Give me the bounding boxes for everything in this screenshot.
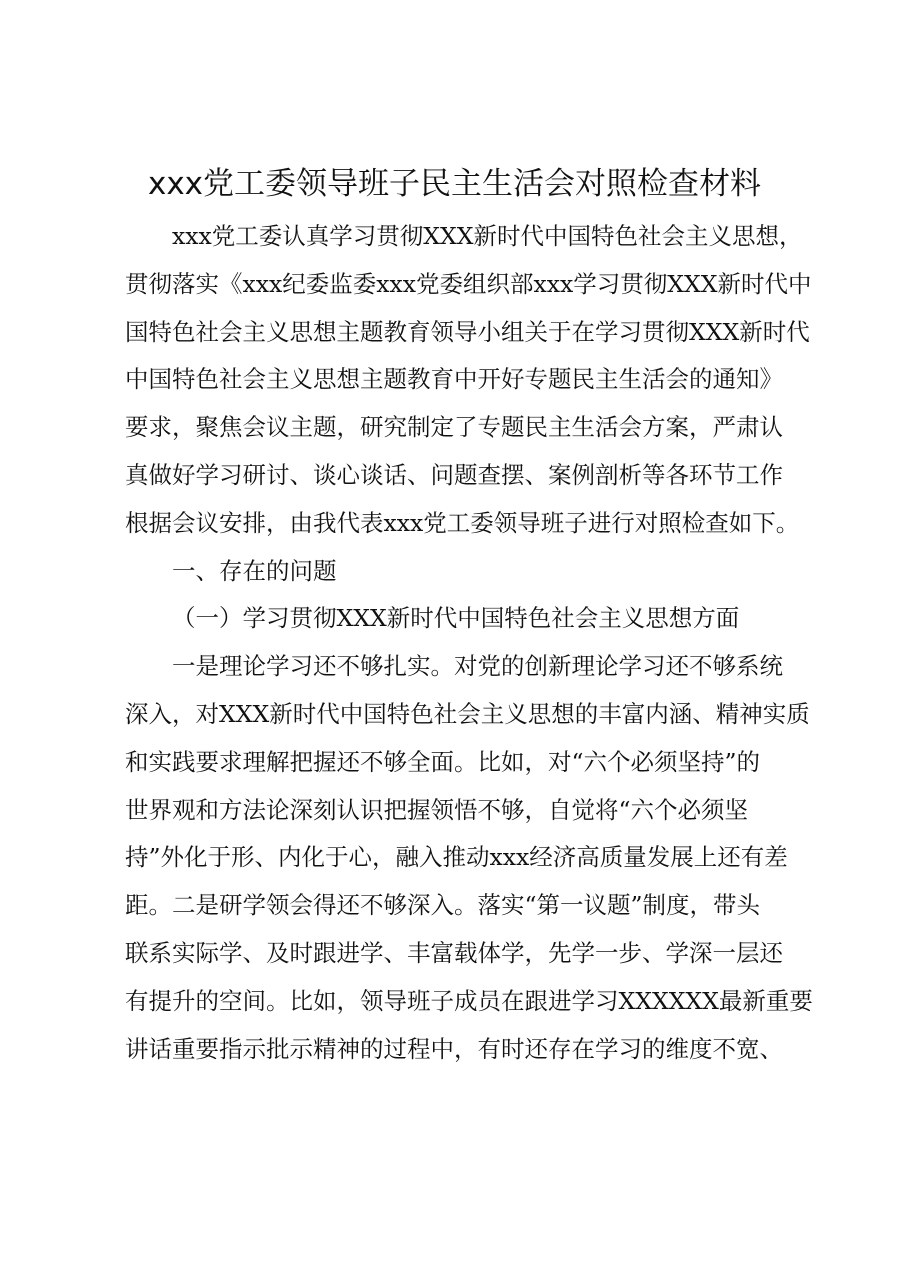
paragraph-line: 贯彻落实《xxx纪委监委xxx党委组织部xxx学习贯彻XXX新时代中 <box>125 269 812 298</box>
paragraph-line: 根据会议安排，由我代表xxx党工委领导班子进行对照检查如下。 <box>125 508 800 537</box>
paragraph-line: 讲话重要指示批示精神的过程中，有时还存在学习的维度不宽、 <box>125 1034 783 1063</box>
paragraph-line: 和实践要求理解把握还不够全面。比如，对“六个必须坚持”的 <box>125 747 761 776</box>
paragraph-line: 中国特色社会主义思想主题教育中开好专题民主生活会的通知》 <box>125 365 783 394</box>
paragraph-line: 真做好学习研讨、谈心谈话、问题查摆、案例剖析等各环节工作 <box>125 460 783 489</box>
subsection-heading: （一）学习贯彻XXX新时代中国特色社会主义思想方面 <box>172 604 740 633</box>
paragraph-line: 要求，聚焦会议主题，研究制定了专题民主生活会方案，严肃认 <box>125 413 783 442</box>
paragraph-line: 联系实际学、及时跟进学、丰富载体学，先学一步、学深一层还 <box>125 938 783 967</box>
paragraph-line: 国特色社会主义思想主题教育领导小组关于在学习贯彻XXX新时代 <box>125 317 810 346</box>
paragraph-line: 世界观和方法论深刻认识把握领悟不够，自觉将“六个必须坚 <box>125 795 749 824</box>
document-body <box>125 213 825 1073</box>
paragraph-line: xxx党工委认真学习贯彻XXX新时代中国特色社会主义思想， <box>172 222 803 250</box>
paragraph-line: 有提升的空间。比如，领导班子成员在跟进学习XXXXXX最新重要 <box>125 986 813 1015</box>
paragraph-line: 一是理论学习还不够扎实。对党的创新理论学习还不够系统 <box>172 652 783 681</box>
document-title: xxx党工委领导班子民主生活会对照检查材料 <box>147 166 762 202</box>
paragraph-line: 持”外化于形、内化于心，融入推动xxx经济高质量发展上还有差 <box>125 843 788 872</box>
paragraph-line: 距。二是研学领会得还不够深入。落实“第一议题”制度，带头 <box>125 891 761 920</box>
paragraph-line: 深入，对XXX新时代中国特色社会主义思想的丰富内涵、精神实质 <box>125 699 810 728</box>
section-heading: 一、存在的问题 <box>172 556 337 585</box>
